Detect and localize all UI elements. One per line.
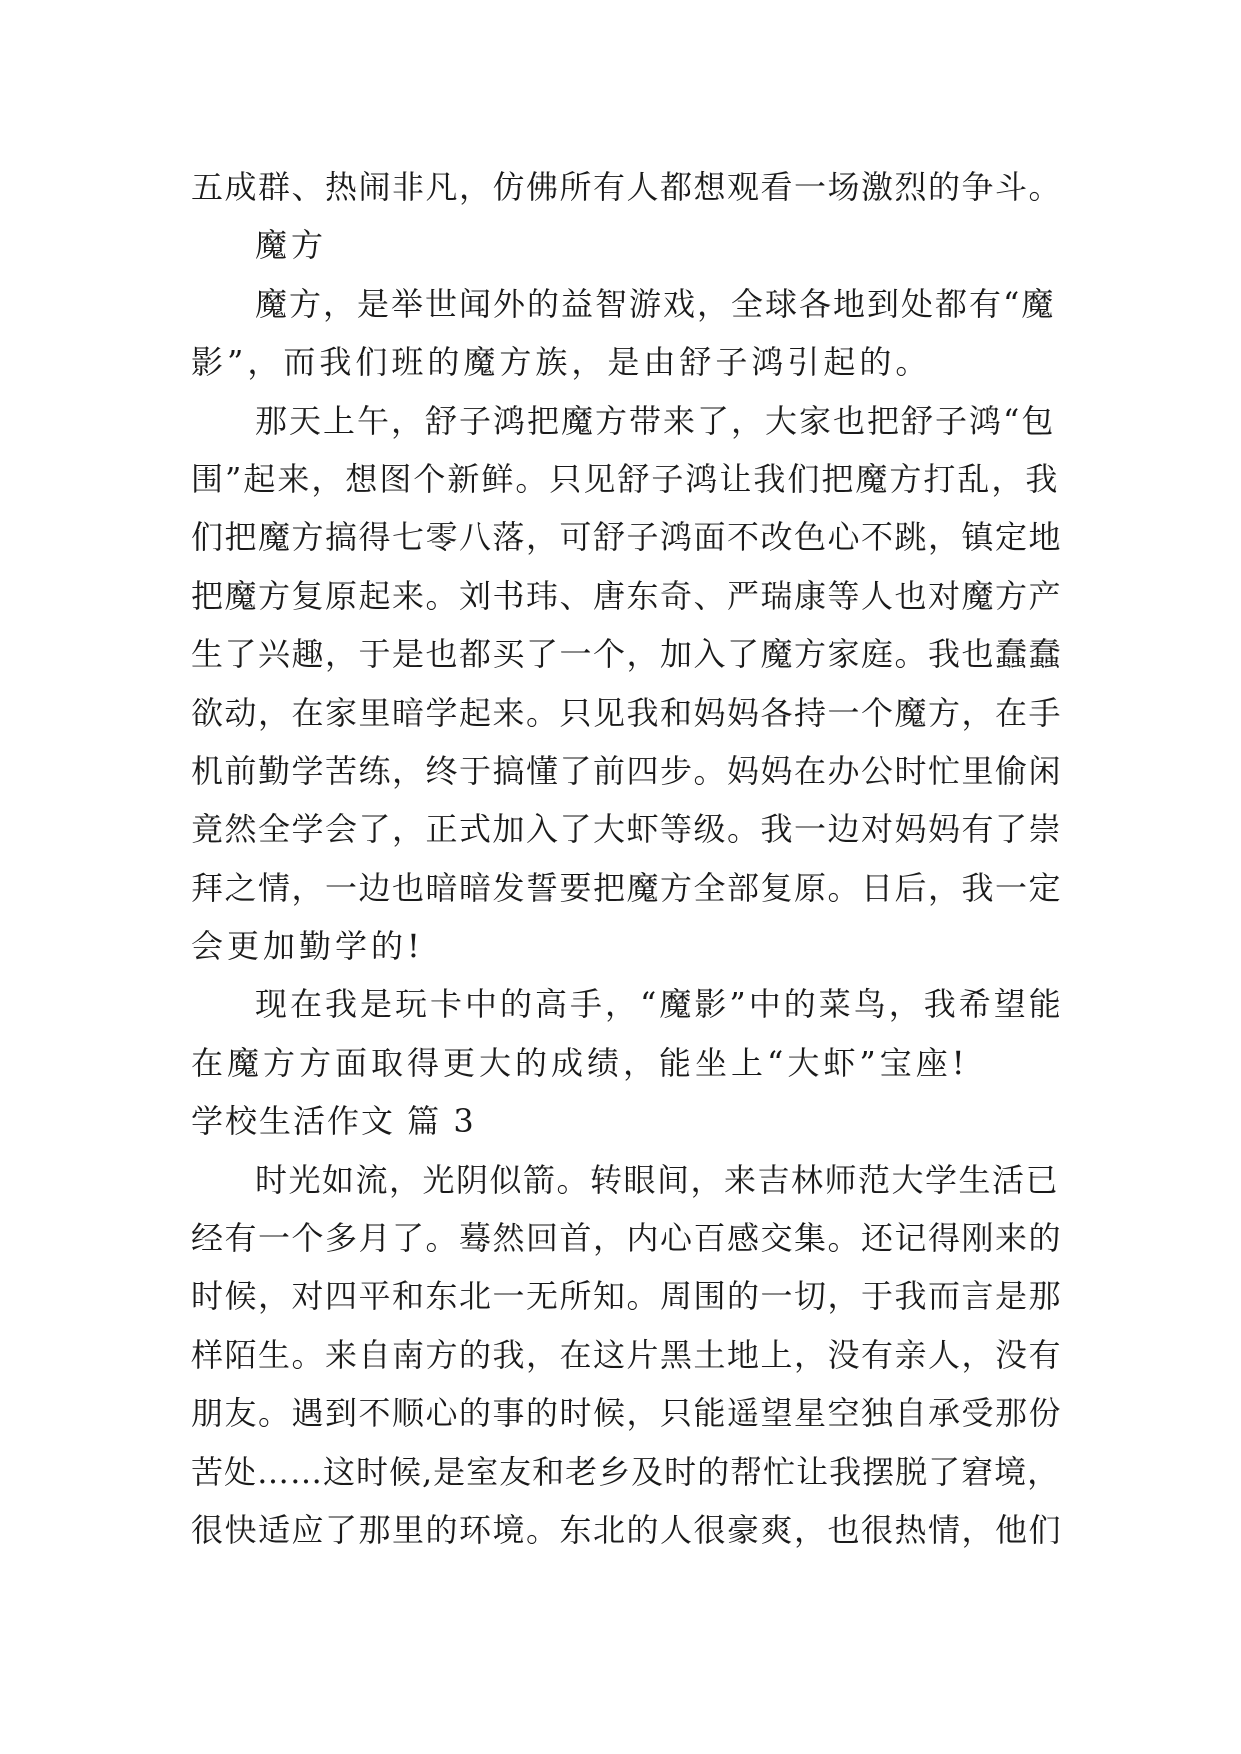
text-line: 现在我是玩卡中的高手，“魔影”中的菜鸟，我希望能 [255,985,1064,1024]
text-line: 苦处……这时候,是室友和老乡及时的帮忙让我摆脱了窘境， [191,1452,1061,1491]
text-line: 围”起来，想图个新鲜。只见舒子鸿让我们把魔方打乱，我 [191,459,1060,498]
text-line: 欲动，在家里暗学起来。只见我和妈妈各持一个魔方，在手 [191,693,1063,732]
text-line: 时光如流，光阴似箭。转眼间，来吉林师范大学生活已 [255,1160,1060,1199]
text-line: 们把魔方搞得七零八落，可舒子鸿面不改色心不跳，镇定地 [191,518,1063,557]
text-line: 魔方，是举世闻外的益智游戏，全球各地到处都有“魔 [255,284,1056,323]
article-heading: 学校生活作文 篇 3 [191,1102,476,1141]
text-line: 很快适应了那里的环境。东北的人很豪爽，也很热情，他们 [191,1510,1063,1549]
text-line: 经有一个多月了。蓦然回首，内心百感交集。还记得刚来的 [191,1219,1063,1258]
text-line: 在魔方方面取得更大的成绩，能坐上“大虾”宝座! [191,1043,969,1082]
text-line: 会更加勤学的! [191,927,424,966]
text-line: 机前勤学苦练，终于搞懂了前四步。妈妈在办公时忙里偷闲 [191,751,1063,790]
text-line: 样陌生。来自南方的我，在这片黑土地上，没有亲人，没有 [191,1335,1063,1374]
text-line: 生了兴趣，于是也都买了一个，加入了魔方家庭。我也蠢蠢 [191,635,1063,674]
text-line: 把魔方复原起来。刘书玮、唐东奇、严瑞康等人也对魔方产 [191,576,1063,615]
text-line: 那天上午，舒子鸿把魔方带来了，大家也把舒子鸿“包 [255,401,1056,440]
text-line: 朋友。遇到不顺心的事的时候，只能遥望星空独自承受那份 [191,1394,1063,1433]
section-title-mofang: 魔方 [255,226,328,265]
text-line: 拜之情，一边也暗暗发誓要把魔方全部复原。日后，我一定 [191,868,1063,907]
text-line: 五成群、热闹非凡，仿佛所有人都想观看一场激烈的争斗。 [191,168,1063,206]
text-line: 影”，而我们班的魔方族，是由舒子鸿引起的。 [191,343,932,382]
text-line: 时候，对四平和东北一无所知。周围的一切，于我而言是那 [191,1277,1063,1316]
text-line: 竟然全学会了，正式加入了大虾等级。我一边对妈妈有了崇 [191,810,1063,849]
document-body [191,158,1064,1559]
